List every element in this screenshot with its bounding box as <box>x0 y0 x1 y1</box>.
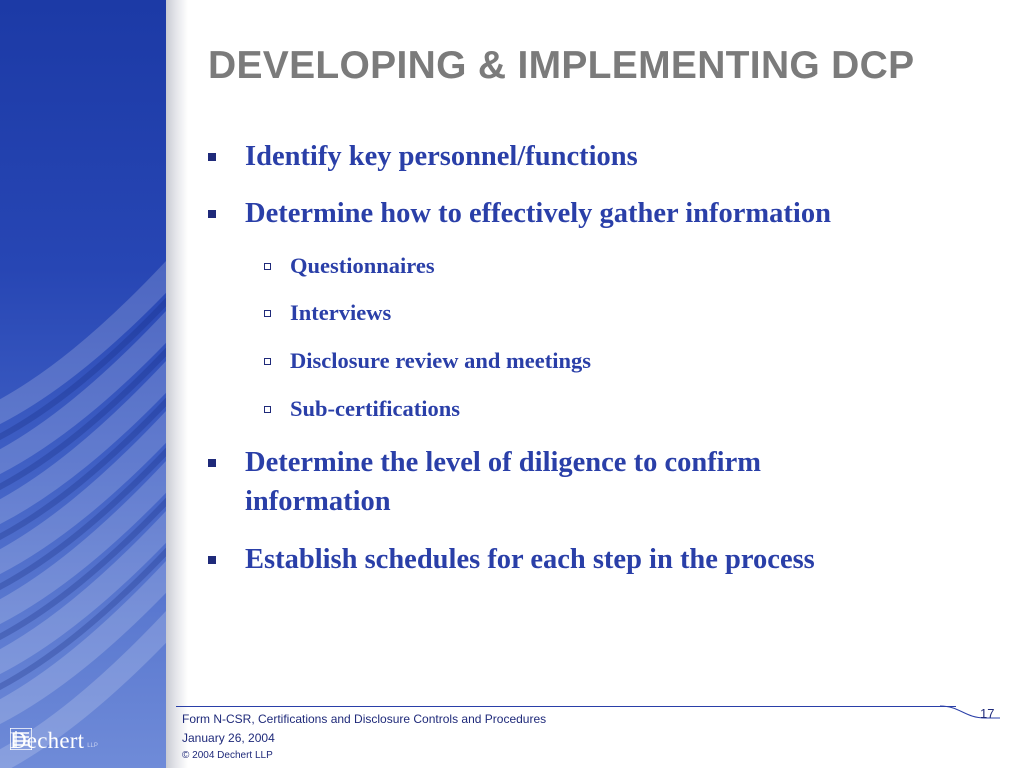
footer-date: January 26, 2004 <box>182 731 275 745</box>
dechert-logo-icon <box>10 728 32 750</box>
decorative-side-band <box>0 0 166 768</box>
sub-bullet-text: Interviews <box>290 300 392 325</box>
square-bullet-icon <box>208 210 216 218</box>
square-bullet-icon <box>208 556 216 564</box>
wave-pattern <box>0 0 166 768</box>
square-bullet-icon <box>208 459 216 467</box>
bullet-text: Identify key personnel/functions <box>245 141 638 172</box>
footer-divider <box>176 706 956 707</box>
dechert-logo <box>10 728 98 754</box>
sub-bullet-text: Disclosure review and meetings <box>290 348 592 373</box>
hollow-square-bullet-icon <box>264 310 271 317</box>
sub-bullet-text: Sub-certifications <box>290 396 460 421</box>
hollow-square-bullet-icon <box>264 406 271 413</box>
hollow-square-bullet-icon <box>264 263 271 270</box>
bullet-text: Establish schedules for each step in the process <box>245 544 815 575</box>
page-number: 17 <box>980 706 995 721</box>
logo-llp-suffix: LLP <box>87 743 98 749</box>
footer-copyright: © 2004 Dechert LLP <box>182 750 273 761</box>
slide-title: DEVELOPING & IMPLEMENTING DCP <box>208 44 915 87</box>
hollow-square-bullet-icon <box>264 358 271 365</box>
bullet-text: Determine the level of diligence to confirm information <box>245 447 761 517</box>
logo-wordmark: Dechert <box>10 728 85 753</box>
bullet-text: Determine how to effectively gather information <box>245 198 831 229</box>
square-bullet-icon <box>208 153 216 161</box>
footer-document-title: Form N-CSR, Certifications and Disclosure Controls and Procedures <box>182 712 547 726</box>
side-band-shadow <box>166 0 188 768</box>
sub-bullet-text: Questionnaires <box>290 253 435 278</box>
